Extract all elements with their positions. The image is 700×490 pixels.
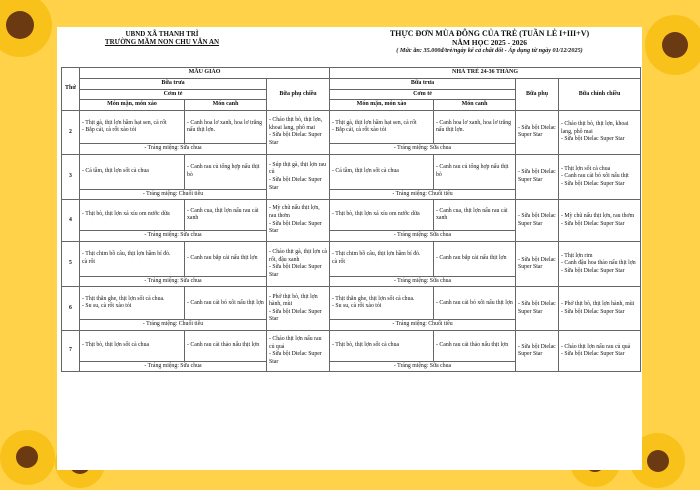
day-number: 4 xyxy=(62,200,80,242)
mg-afternoon-snack: - Cháo thịt bò, thịt lợn, khoai lang, phô mai - Sữa bột Dielac Super Star xyxy=(267,111,330,155)
nt-dessert: - Tráng miệng: Sữa chua xyxy=(330,276,516,287)
mg-main-dish: - Thịt gà, thịt lợn hầm hạt sen, cà rốt - Bắp cải, cà rốt xào tỏi xyxy=(80,111,185,144)
col-thu: Thứ xyxy=(62,68,80,111)
school-year: NĂM HỌC 2025 - 2026 xyxy=(452,38,527,47)
menu-sheet xyxy=(57,27,642,470)
nt-soup: - Canh rau cải thảo nấu thịt lợn xyxy=(434,330,516,361)
mg-soup: - Canh rau cải bó xôi nấu thịt lợn xyxy=(185,287,267,320)
group-mau-giao: MẪU GIÁO xyxy=(80,68,330,79)
nt-mon-canh: Món canh xyxy=(434,100,516,111)
nt-afternoon-main: - Cháo thịt bò, thịt lợn, khoai lang, phô mai - Sữa bột Dielac Super Star xyxy=(559,111,641,155)
nt-main-dish: - Thịt gà, thịt lợn hầm hạt sen, cà rốt - Bắp cải, cà rốt xào tỏi xyxy=(330,111,434,144)
menu-table xyxy=(61,67,641,372)
nt-dessert: - Tráng miệng: Chuối tiêu xyxy=(330,189,516,200)
day-number: 2 xyxy=(62,111,80,155)
mg-main-dish: - Thịt chim bồ câu, thịt lợn hầm bí đỏ. cà rốt xyxy=(80,241,185,276)
mg-afternoon-snack: - Cháo thịt gà, thịt lợn cà rốt, đậu xanh - Sữa bột Dielac Super Star xyxy=(267,241,330,287)
nt-snack: - Sữa bột Dielac Super Star xyxy=(516,200,559,242)
nt-bua-trua: Bữa trưa xyxy=(330,78,516,89)
mg-afternoon-snack: - Cháo thịt lợn nấu rau củ quả - Sữa bột Dielac Super Star xyxy=(267,330,330,372)
price-note: ( Mức ăn: 35.000đ/trẻ/ngày kể cả chất đốt - Áp dụng từ ngày 01/12/2025) xyxy=(396,47,583,54)
mg-dessert: - Tráng miệng: Sữa chua xyxy=(80,144,267,155)
nt-dessert: - Tráng miệng: Sữa chua xyxy=(330,361,516,372)
mg-mon-man: Món mặn, món xào xyxy=(80,100,185,111)
group-nha-tre: NHÀ TRẺ 24-36 THÁNG xyxy=(330,68,641,79)
nt-dessert: - Tráng miệng: Sữa chua xyxy=(330,231,516,242)
mg-bua-trua: Bữa trưa xyxy=(80,78,267,89)
nt-afternoon-main: - Phở thịt bò, thịt lợn hành, mùi - Sữa bột Dielac Super Star xyxy=(559,287,641,331)
menu-row-main xyxy=(62,111,641,144)
org-line-2: TRƯỜNG MẦM NON CHU VĂN AN xyxy=(104,38,220,46)
nt-bua-phu: Bữa phụ xyxy=(516,78,559,110)
nt-main-dish: - Thịt chim bồ câu, thịt lợn hầm bí đỏ. cà rốt xyxy=(330,241,434,276)
mg-soup: - Canh rau cải thảo nấu thịt lợn xyxy=(185,330,267,361)
mg-dessert: - Tráng miệng: Sữa chua xyxy=(80,276,267,287)
nt-bua-chinh-chieu: Bữa chính chiều xyxy=(559,78,641,110)
nt-afternoon-main: - Thịt lợn rim - Canh đậu hoa thảo nấu thịt lợn - Sữa bột Dielac Super Star xyxy=(559,241,641,287)
org-line-1: UBND XÃ THANH TRÌ xyxy=(125,30,199,38)
nt-soup: - Canh hoa lơ xanh, hoa lơ trắng nấu thịt lợn. xyxy=(434,111,516,144)
nt-snack: - Sữa bột Dielac Super Star xyxy=(516,111,559,155)
mg-soup: - Canh hoa lơ xanh, hoa lơ trắng nấu thịt lợn. xyxy=(185,111,267,144)
menu-row-main xyxy=(62,154,641,189)
nt-soup: - Canh rau cải bó xôi nấu thịt lợn xyxy=(434,287,516,320)
mg-main-dish: - Thịt bò, thịt lợn xá xíu om nước dừa xyxy=(80,200,185,231)
nt-snack: - Sữa bột Dielac Super Star xyxy=(516,241,559,287)
mg-dessert: - Tráng miệng: Sữa chua xyxy=(80,361,267,372)
mg-afternoon-snack: - Phở thịt bò, thịt lợn hành, mùi - Sữa bột Dielac Super Star xyxy=(267,287,330,331)
mg-afternoon-snack: - Súp thịt gà, thịt lợn rau củ - Sữa bột Dielac Super Star xyxy=(267,154,330,200)
day-number: 7 xyxy=(62,330,80,372)
day-number: 3 xyxy=(62,154,80,200)
nt-com-te: Cơm tẻ xyxy=(330,89,516,100)
mg-com-te: Cơm tẻ xyxy=(80,89,267,100)
mg-soup: - Canh rau bắp cải nấu thịt lợn xyxy=(185,241,267,276)
mg-main-dish: - Thịt bò, thịt lợn sốt cà chua xyxy=(80,330,185,361)
nt-snack: - Sữa bột Dielac Super Star xyxy=(516,154,559,200)
nt-afternoon-main: - Cháo thịt lợn nấu rau củ quả - Sữa bột Dielac Super Star xyxy=(559,330,641,372)
day-number: 6 xyxy=(62,287,80,331)
nt-dessert: - Tráng miệng: Sữa chua xyxy=(330,144,516,155)
nt-soup: - Canh rau bắp cải nấu thịt lợn xyxy=(434,241,516,276)
sunflower-decoration-top-right xyxy=(640,10,700,80)
mg-main-dish: - Thịt thăn ghe, thịt lợn sốt cà chua. - Su su, cà rốt xào tỏi xyxy=(80,287,185,320)
nt-snack: - Sữa bột Dielac Super Star xyxy=(516,330,559,372)
nt-afternoon-main: - Thịt lợn sốt cà chua - Canh rau cải bó xôi nấu thịt - Sữa bột Dielac Super Star xyxy=(559,154,641,200)
sunflower-decoration-top-left xyxy=(0,0,60,65)
menu-row-main xyxy=(62,241,641,276)
mg-dessert: - Tráng miệng: Chuối tiêu xyxy=(80,189,267,200)
nt-soup: - Canh cua, thịt lợn nấu rau cải xanh xyxy=(434,200,516,231)
mg-soup: - Canh cua, thịt lợn nấu rau cải xanh xyxy=(185,200,267,231)
mg-mon-canh: Món canh xyxy=(185,100,267,111)
nt-main-dish: - Cá tầm, thịt lợn sốt cà chua xyxy=(330,154,434,189)
school-header xyxy=(67,27,257,46)
nt-main-dish: - Thịt thăn ghe, thịt lợn sốt cà chua. - Su su, cà rốt xào tỏi xyxy=(330,287,434,320)
menu-title: THỰC ĐƠN MÙA ĐÔNG CỦA TRẺ (TUẦN LẺ I+III+V) xyxy=(389,29,590,38)
mg-dessert: - Tráng miệng: Sữa chua xyxy=(80,231,267,242)
mg-soup: - Canh rau củ tổng hợp nấu thịt bò xyxy=(185,154,267,189)
menu-title-block xyxy=(337,27,642,54)
mg-afternoon-snack: - Mỳ chũ nấu thịt lợn, rau thơm - Sữa bột Dielac Super Star xyxy=(267,200,330,242)
mg-main-dish: - Cá tầm, thịt lợn sốt cà chua xyxy=(80,154,185,189)
menu-row-main xyxy=(62,287,641,320)
nt-snack: - Sữa bột Dielac Super Star xyxy=(516,287,559,331)
nt-main-dish: - Thịt bò, thịt lợn sốt cà chua xyxy=(330,330,434,361)
nt-afternoon-main: - Mỳ chũ nấu thịt lợn, rau thơm - Sữa bột Dielac Super Star xyxy=(559,200,641,242)
mg-bua-phu-chieu: Bữa phụ chiều xyxy=(267,78,330,110)
day-number: 5 xyxy=(62,241,80,287)
nt-soup: - Canh rau củ tổng hợp nấu thịt bò xyxy=(434,154,516,189)
menu-row-main xyxy=(62,200,641,231)
nt-dessert: - Tráng miệng: Chuối tiêu xyxy=(330,320,516,331)
nt-main-dish: - Thịt bò, thịt lợn xá xíu om nước dừa xyxy=(330,200,434,231)
mg-dessert: - Tráng miệng: Chuối tiêu xyxy=(80,320,267,331)
menu-row-main xyxy=(62,330,641,361)
nt-mon-man: Món mặn, món xào xyxy=(330,100,434,111)
